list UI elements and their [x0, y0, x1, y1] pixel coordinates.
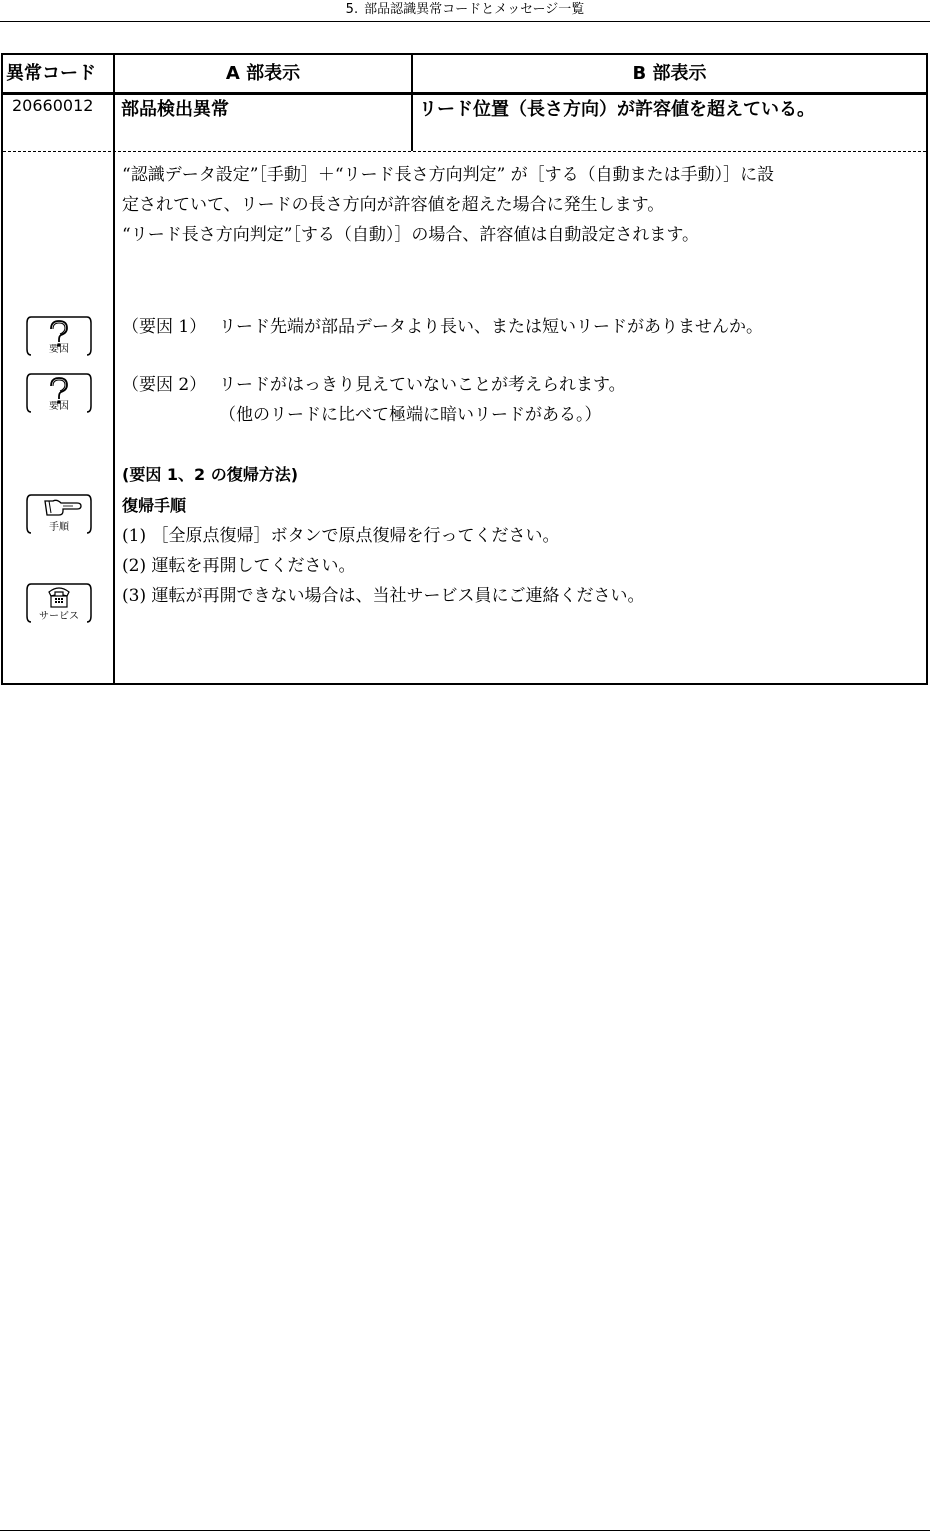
cause-2-note: （他のリードに比べて極端に暗いリードがある。）	[219, 405, 602, 425]
column-header-b-display: B 部表示	[632, 63, 707, 84]
page-header	[0, 0, 930, 22]
dashed-divider	[3, 151, 926, 152]
cause-icon-1-label: 要因	[49, 344, 69, 355]
recovery-step-2: (2) 運転を再開してください。	[122, 556, 356, 576]
column-header-a-display: A 部表示	[225, 63, 301, 84]
table-row	[3, 95, 926, 151]
recovery-step-1: (1) ［全原点復帰］ボタンで原点復帰を行ってください。	[122, 526, 560, 546]
cause-icon-2	[25, 370, 93, 414]
cause-1-label: （要因 1）	[122, 317, 207, 337]
column-header-code: 異常コード	[6, 63, 96, 84]
error-table	[1, 53, 928, 685]
description-line-2: 定されていて、リードの長さ方向が許容値を超えた場合に発生します。	[122, 195, 665, 215]
page-bottom-rule	[0, 1530, 930, 1531]
section-title: 部品認識異常コードとメッセージ一覧	[364, 2, 585, 17]
description-line-1: “認識データ設定”［手動］＋“リード長さ方向判定” が［する（自動または手動）］に設	[122, 165, 775, 185]
cause-icon-2-label: 要因	[49, 401, 69, 412]
table-header-row	[3, 55, 926, 95]
service-icon-label: サービス	[39, 611, 79, 622]
service-icon	[25, 580, 93, 624]
error-code: 20660012	[12, 96, 94, 115]
procedure-icon-label: 手順	[49, 522, 69, 533]
recovery-step-3: (3) 運転が再開できない場合は、当社サービス員にご連絡ください。	[122, 586, 645, 606]
cause-2-text: リードがはっきり見えていないことが考えられます。	[219, 375, 626, 395]
description-line-3: “リード長さ方向判定”［する（自動）］の場合、許容値は自動設定されます。	[122, 225, 700, 245]
cause-icon-1	[25, 313, 93, 357]
b-display-message: リード位置（長さ方向）が許容値を超えている。	[419, 99, 815, 120]
cause-1-text: リード先端が部品データより長い、または短いリードがありませんか。	[219, 317, 763, 337]
recovery-subtitle: 復帰手順	[122, 496, 187, 515]
recovery-title: (要因 1、2 の復帰方法)	[122, 465, 299, 484]
procedure-icon	[25, 491, 93, 535]
a-display-message: 部品検出異常	[121, 99, 229, 120]
cause-2-label: （要因 2）	[122, 375, 207, 395]
section-number: 5.	[345, 2, 359, 17]
